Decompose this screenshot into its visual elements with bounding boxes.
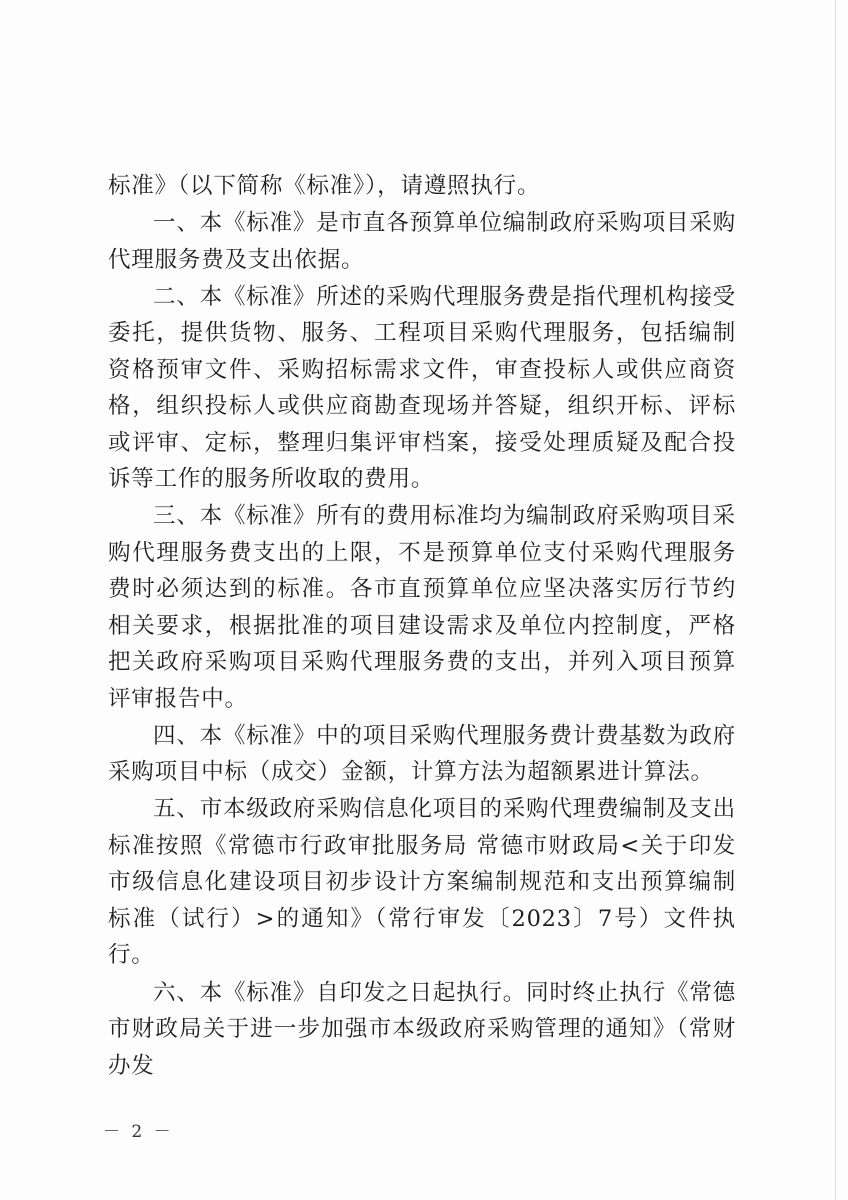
paragraph-4: 四、本《标准》中的项目采购代理服务费计费基数为政府采购项目中标（成交）金额，计算方法为超额累进计算法。 [108, 722, 736, 786]
paragraph-6: 六、本《标准》自印发之日起执行。同时终止执行《常德市财政局关于进一步加强市本级政府采购管理的通知》（常财办发 [108, 979, 736, 1079]
paragraph-3: 三、本《标准》所有的费用标准均为编制政府采购项目采购代理服务费支出的上限，不是预算单位支付采购代理服务费时必须达到的标准。各市直预算单位应坚决落实厉行节约相关要求，根据批准的项目建设需求及单位内控制度，严格把关政府采购项目采购代理服务费的支出，并列入项目预算评审报告中。 [108, 503, 736, 712]
paragraph-2: 二、本《标准》所述的采购代理服务费是指代理机构接受委托，提供货物、服务、工程项目采购代理服务，包括编制资格预审文件、采购招标需求文件，审查投标人或供应商资格，组织投标人或供应商勘查现场并答疑，组织开标、评标或评审、定标，整理归集评审档案，接受处理质疑及配合投诉等工作的服务所收取的费用。 [108, 283, 736, 493]
document-body [108, 168, 736, 1085]
paragraph-continuation: 标准》（以下简称《标准》），请遵照执行。 [108, 173, 541, 199]
page-number: － 2 － [103, 1122, 174, 1142]
paragraph-1: 一、本《标准》是市直各预算单位编制政府采购项目采购代理服务费及支出依据。 [108, 210, 736, 273]
scan-edge-line [835, 0, 836, 1200]
paragraph-5: 五、市本级政府采购信息化项目的采购代理费编制及支出标准按照《常德市行政审批服务局 常德市财政局<关于印发市级信息化建设项目初步设计方案编制规范和支出预算编制标准（试行）>的通知》（常行审发〔2023〕7号）文件执行。 [108, 796, 736, 969]
